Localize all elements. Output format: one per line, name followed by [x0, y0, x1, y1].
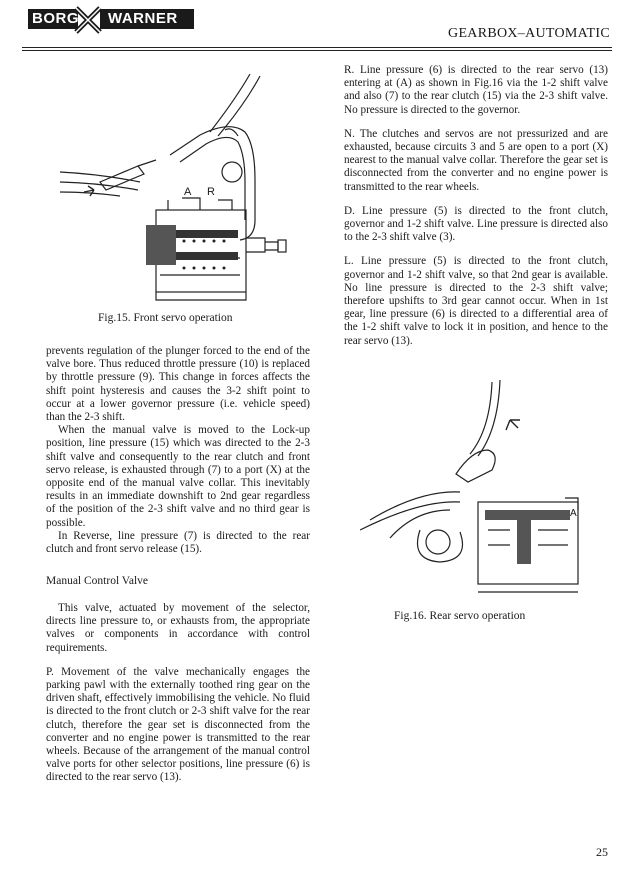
fig16-label-a: A — [570, 508, 577, 519]
borg-warner-logo — [28, 6, 198, 34]
header-rule — [22, 47, 612, 48]
page-number: 25 — [596, 845, 608, 859]
paragraph: P. Movement of the valve mechanically engages the parking pawl with the externally toothed ring gear on the driven shaft, effectively immobilising the vehicle. No fluid is directed to the front clutch or 2-3 shift valve for the rear clutch, therefore the gear set is disconnected from the converter and no engine power is transmitted to the rear wheels. Because of the arrangement of the manual control valve ports for other selector positions, line pressure (6) is directed to the rear servo (13). — [46, 665, 310, 784]
header-rule-thin — [22, 50, 612, 51]
logo-text-warner: WARNER — [100, 9, 194, 29]
paragraph: prevents regulation of the plunger forced to the end of the valve bore. Thus reduced throttle pressure (10) is replaced by throttle pressure (9). This change in forces affects the shift point hysteresis and causes the 3-2 shift point to occur at a lower governor pressure (i.e. vehicle speed) than the 2-3 shift. — [46, 345, 310, 424]
paragraph-n: N. The clutches and servos are not pressurized and are exhausted, because circuits 3 and 5 are open to a port (X) nearest to the manual valve collar. Therefore the gear set is disconnected from the converter and no engine power is transmitted to the rear wheels. — [344, 127, 608, 193]
fig16-caption: Fig.16. Rear servo operation — [394, 610, 526, 622]
section-title: GEARBOX–AUTOMATIC — [448, 26, 610, 41]
paragraph: When the manual valve is moved to the Lock-up position, line pressure (15) which was directed to the 2-3 shift valve and consequently to the rear clutch and front servo release, is exhausted through (7) to a port (X) at the opposite end of the manual valve collar. This inevitably results in an immediate downshift to 2nd gear regardless of the position of the 2-3 shift valve and no third gear is possible. — [46, 424, 310, 529]
fig16-rear-servo-diagram — [360, 370, 600, 600]
right-column-text — [344, 64, 608, 348]
section-heading: Manual Control Valve — [46, 575, 148, 587]
paragraph: In Reverse, line pressure (7) is directed to the rear clutch and front servo release (15). — [46, 529, 310, 556]
logo-cross-icon — [74, 6, 102, 34]
paragraph-l: L. Line pressure (5) is directed to the front clutch, governor and 1-2 shift valve, so that 2nd gear is available. No line pressure is directed to the 2-3 shift valve; therefore upshifts to 3rd gear cannot occur. When in 1st gear, line pressure (6) is directed to a differential area of the 1-2 shift valve to lock it in position, and hence to the rear servo (13). — [344, 255, 608, 347]
paragraph: This valve, actuated by movement of the selector, directs line pressure to, or exhausts from, the appropriate valves or components in accordance with control requirements. — [46, 602, 310, 654]
left-column-text-top — [46, 345, 310, 556]
fig15-front-servo-diagram — [60, 70, 300, 310]
fig15-caption: Fig.15. Front servo operation — [98, 312, 233, 324]
left-column-text-bottom — [46, 602, 310, 785]
fig15-label-r: R — [207, 186, 215, 198]
paragraph-d: D. Line pressure (5) is directed to the front clutch, governor and 1-2 shift valve. Line pressure is directed also to the 2-3 shift valve (3). — [344, 204, 608, 244]
paragraph-r: R. Line pressure (6) is directed to the rear servo (13) entering at (A) as shown in Fig.16 via the 1-2 shift valve and also (7) to the rear clutch (15) via the 2-3 shift valve. No pressure is directed to the governor. — [344, 64, 608, 116]
logo-text-borg: BORG — [28, 9, 78, 29]
fig15-label-a: A — [184, 186, 192, 198]
